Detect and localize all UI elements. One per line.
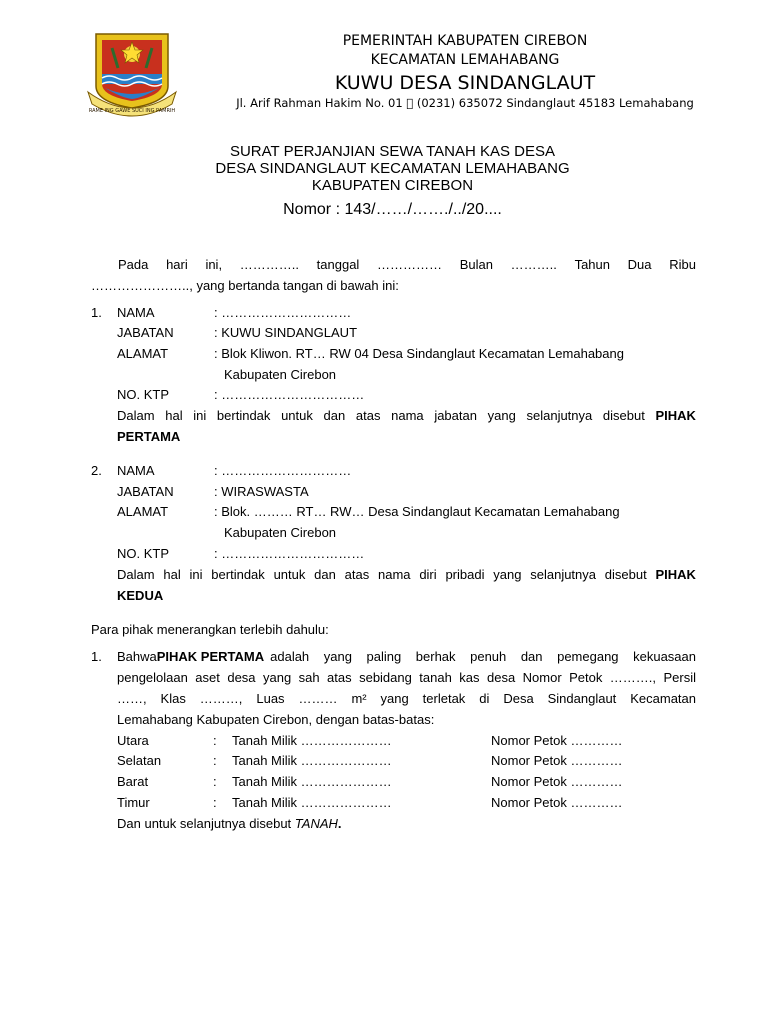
- boundary-direction: Selatan: [117, 753, 162, 768]
- statement-word: hal: [163, 567, 181, 582]
- party1-designation: PERTAMA: [117, 429, 181, 444]
- party2-name-value: : …………………………: [214, 463, 352, 478]
- opening-word: …………..: [239, 257, 299, 272]
- clause1-closing: [117, 816, 342, 832]
- boundary-direction: Timur: [117, 795, 150, 810]
- statement-word: Dalam: [117, 567, 155, 582]
- statement-word: disebut: [602, 408, 645, 423]
- statement-word: hal: [165, 408, 183, 423]
- statement-word: bertindak: [216, 408, 271, 423]
- party1-position-label: JABATAN: [117, 325, 174, 340]
- cirebon-regency-logo: [82, 28, 182, 120]
- clause1-line-4: Lemahabang Kabupaten Cirebon, dengan batas-batas:: [117, 712, 435, 727]
- boundary-land: Tanah Milik …………………: [232, 774, 392, 789]
- party2-ktp-value: : ……………………………: [214, 546, 365, 561]
- party2-address-value: : Blok. ……… RT… RW… Desa Sindanglaut Kecamatan Lemahabang: [214, 504, 620, 519]
- statement-word: nama: [378, 567, 411, 582]
- opening-word: tanggal: [316, 257, 360, 272]
- boundary-direction: Barat: [117, 774, 149, 789]
- statement-word: dan: [323, 408, 346, 423]
- opening-word: Pada: [118, 257, 149, 272]
- address-prefix: Jl. Arif Rahman Hakim No. 01: [236, 96, 407, 110]
- letterhead-government: PEMERINTAH KABUPATEN CIREBON: [342, 33, 588, 49]
- statement-word: yang: [493, 567, 522, 582]
- party-designation: PIHAK: [655, 567, 696, 582]
- letterhead-village-head: KUWU DESA SINDANGLAUT: [334, 72, 596, 94]
- opening-word: ……………: [377, 257, 443, 272]
- clause1-party-name: PIHAK PERTAMA: [156, 649, 265, 664]
- party1-ktp-value: : ……………………………: [214, 387, 365, 402]
- title-line-2: DESA SINDANGLAUT KECAMATAN LEMAHABANG: [215, 160, 570, 177]
- logo-motto: RAME ING GAWE SUCI ING PAMRIH: [88, 108, 176, 114]
- statement-word: yang: [487, 408, 516, 423]
- party2-address-label: ALAMAT: [117, 504, 169, 519]
- statement-word: disebut: [604, 567, 647, 582]
- statement-word: untuk: [273, 567, 306, 582]
- closing-text: Dan untuk selanjutnya disebut: [117, 816, 295, 831]
- party1-address-label: ALAMAT: [117, 346, 169, 361]
- statement-word: selanjutnya: [526, 408, 593, 423]
- statement-word: bertindak: [211, 567, 265, 582]
- clause1-line-1: [117, 649, 696, 665]
- boundary-colon: :: [213, 795, 217, 810]
- boundary-petok: Nomor Petok …………: [491, 733, 623, 748]
- opening-word: Dua: [627, 257, 652, 272]
- statement-word: diri: [419, 567, 437, 582]
- party1-ktp-label: NO. KTP: [117, 387, 170, 402]
- clause1-line-2: pengelolaan aset desa yang sah atas sebidang tanah kas desa Nomor Petok ………., Persil: [117, 670, 696, 685]
- statement-word: atas: [344, 567, 370, 582]
- opening-word: ini,: [205, 257, 223, 272]
- clause1-number: 1.: [91, 649, 102, 664]
- party1-name-label: NAMA: [117, 305, 155, 320]
- statement-word: atas: [355, 408, 381, 423]
- statement-word: dan: [314, 567, 336, 582]
- party2-designation: KEDUA: [117, 588, 164, 603]
- opening-word: Bulan: [459, 257, 493, 272]
- party2-position-value: : WIRASWASTA: [214, 484, 309, 499]
- opening-line-2: ………………….., yang bertanda tangan di bawah ini:: [91, 278, 399, 293]
- party-designation: PIHAK: [655, 408, 696, 423]
- party1-position-value: : KUWU SINDANGLAUT: [214, 325, 358, 340]
- party2-statement-line: [117, 567, 696, 583]
- party1-name-value: : …………………………: [214, 305, 352, 320]
- document-number: Nomor : 143/……/……./../20....: [283, 201, 502, 218]
- opening-word: hari: [166, 257, 188, 272]
- boundary-petok: Nomor Petok …………: [491, 795, 623, 810]
- boundary-direction: Utara: [117, 733, 149, 748]
- boundary-colon: :: [213, 774, 217, 789]
- statement-word: pribadi: [445, 567, 485, 582]
- boundary-colon: :: [213, 753, 217, 768]
- opening-line-1: [118, 257, 696, 273]
- boundary-colon: :: [213, 733, 217, 748]
- closing-term: TANAH: [294, 816, 338, 831]
- address-suffix: (0231) 635072 Sindanglaut 45183 Lemahabang: [411, 96, 689, 110]
- title-line-1: SURAT PERJANJIAN SEWA TANAH KAS DESA: [229, 143, 556, 160]
- closing-period: .: [337, 816, 342, 831]
- party2-number: 2.: [91, 463, 102, 478]
- party2-address-value-cont: Kabupaten Cirebon: [224, 525, 337, 540]
- opening-word: Ribu: [669, 257, 696, 272]
- party1-number: 1.: [91, 305, 102, 320]
- party1-address-value: : Blok Kliwon. RT… RW 04 Desa Sindanglaut Kecamatan Lemahabang: [214, 346, 624, 361]
- party2-position-label: JABATAN: [117, 484, 174, 499]
- preamble: Para pihak menerangkan terlebih dahulu:: [91, 622, 329, 637]
- party2-ktp-label: NO. KTP: [117, 546, 170, 561]
- statement-word: jabatan: [434, 408, 477, 423]
- statement-word: ini: [189, 567, 203, 582]
- statement-word: nama: [391, 408, 424, 423]
- title-line-3: KABUPATEN CIREBON: [311, 177, 474, 194]
- boundary-petok: Nomor Petok …………: [491, 774, 623, 789]
- statement-word: selanjutnya: [530, 567, 597, 582]
- opening-word: Tahun: [574, 257, 610, 272]
- clause1-line-3: ……, Klas ………, Luas ……… m² yang terletak di Desa Sindanglaut Kecamatan: [117, 691, 696, 706]
- boundary-land: Tanah Milik …………………: [232, 795, 392, 810]
- statement-word: untuk: [281, 408, 313, 423]
- letterhead-district: KECAMATAN LEMAHABANG: [370, 52, 560, 68]
- statement-word: Dalam: [117, 408, 155, 423]
- opening-word: ………..: [510, 257, 557, 272]
- party1-statement-line: [117, 408, 696, 424]
- clause1-text: adalah yang paling berhak penuh dan pemegang kekuasaan: [270, 649, 696, 664]
- boundary-land: Tanah Milik …………………: [232, 733, 392, 748]
- boundary-land: Tanah Milik …………………: [232, 753, 392, 768]
- clause1-word: Bahwa: [117, 649, 157, 664]
- party2-name-label: NAMA: [117, 463, 155, 478]
- statement-word: ini: [193, 408, 207, 423]
- boundary-petok: Nomor Petok …………: [491, 753, 623, 768]
- party1-address-value-cont: Kabupaten Cirebon: [224, 367, 337, 382]
- letterhead-address: [220, 96, 710, 110]
